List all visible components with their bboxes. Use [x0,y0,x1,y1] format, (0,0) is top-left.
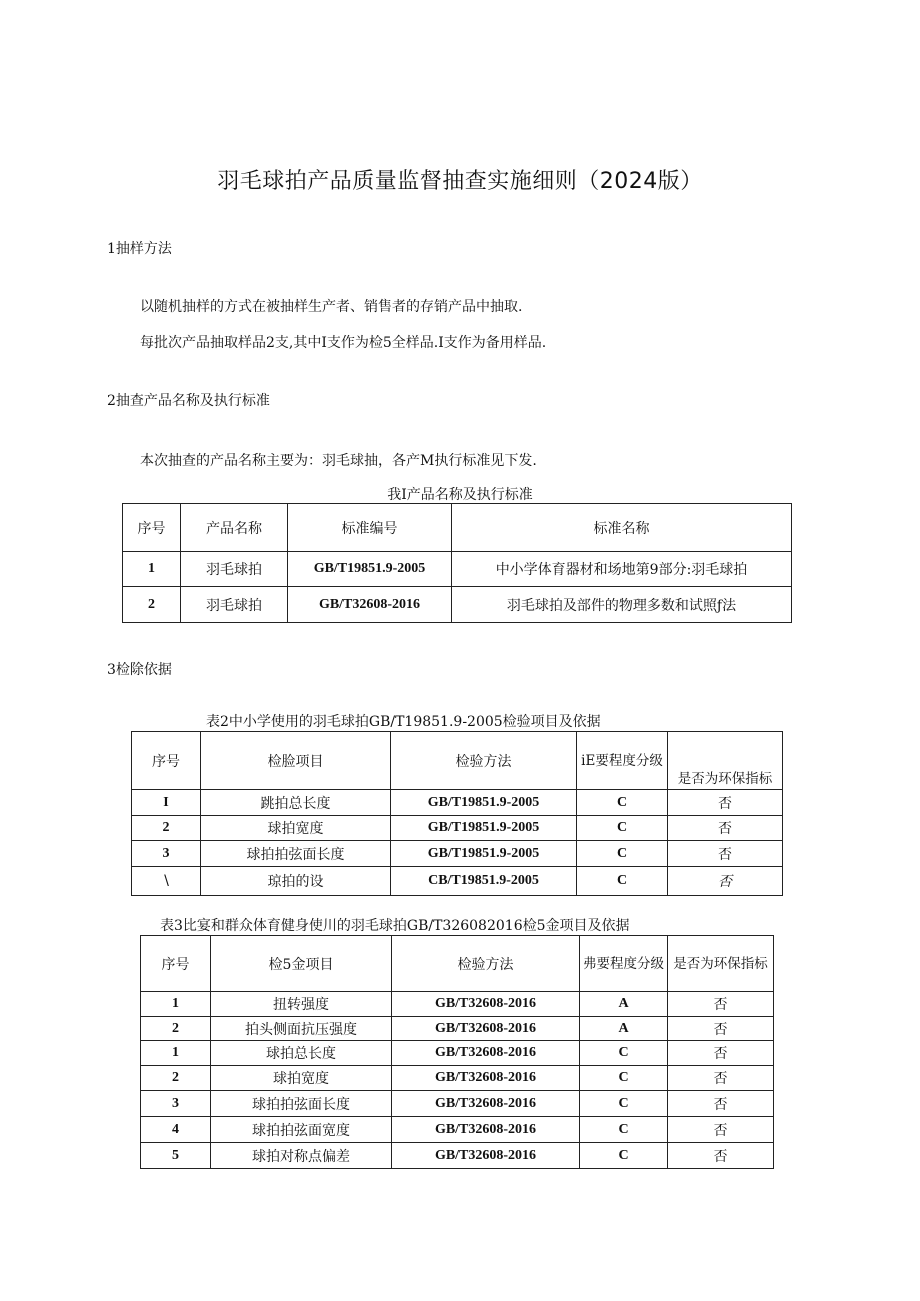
table-row [141,1091,774,1117]
table-cell: C [580,1143,668,1169]
table-cell: 2 [132,816,201,841]
table-cell: 球拍拍弦面长度 [201,841,391,867]
table-row [141,1117,774,1143]
table-row [141,1066,774,1091]
section-2-paragraph: 本次抽查的产品名称主要为：羽毛球抽，各产M执行标准见下发. [140,453,537,469]
table-cell: 拍头侧面抗压强度 [211,1017,392,1041]
table-cell: 否 [668,1143,774,1169]
table-cell: 否 [668,992,774,1017]
table-cell: 球拍宽度 [211,1066,392,1091]
table-3-header-cell: 检验方法 [392,936,580,992]
table-cell: 否 [668,1066,774,1091]
table-2-header-row [132,732,783,790]
table-1-header-cell: 标准编号 [288,504,452,552]
table-row [141,1143,774,1169]
table-cell: 2 [141,1066,211,1091]
table-2-header-cell: 检验方法 [391,732,577,790]
table-cell: GB/T19851.9-2005 [391,816,577,841]
table-row [132,841,783,867]
table-cell: 跳拍总长度 [201,790,391,816]
table-cell: GB/T32608-2016 [288,587,452,623]
table-cell: 否 [668,1091,774,1117]
table-cell: C [577,790,668,816]
table-cell: GB/T19851.9-2005 [391,841,577,867]
section-3-heading: 3检除依据 [107,662,172,678]
table-cell: 1 [123,552,181,587]
table-cell: 羽毛球拍及部件的物理多数和试照ƒ法 [452,587,792,623]
section-1-heading: 1抽样方法 [107,241,172,257]
table-cell: A [580,992,668,1017]
table-cell: 羽毛球拍 [181,552,288,587]
table-cell: 2 [141,1017,211,1041]
table-cell: GB/T32608-2016 [392,1143,580,1169]
table-1-header-cell: 产品名称 [181,504,288,552]
table-cell: CB/T19851.9-2005 [391,867,577,896]
table-2-header-cell: 检脸项目 [201,732,391,790]
table-1-header-cell: 标准名称 [452,504,792,552]
table-cell: C [580,1066,668,1091]
table-3-header-cell: 检5金项目 [211,936,392,992]
table-cell: C [580,1117,668,1143]
table-cell: 1 [141,992,211,1017]
table-row [141,1017,774,1041]
table-cell: GB/T19851.9-2005 [391,790,577,816]
section-1-paragraph-1: 以随机抽样的方式在被抽样生产者、销售者的存销产品中抽取. [140,299,523,315]
table-cell: C [580,1091,668,1117]
table-1-header-row [123,504,792,552]
table-2-header-cell: 序号 [132,732,201,790]
table-cell: 否 [668,790,783,816]
table-3-header-row [141,936,774,992]
section-1-paragraph-2: 每批次产品抽取样品2支,其中I支作为检5全样品.I支作为备用样品. [140,335,547,351]
table-3-header-cell: 弗要程度分级 [580,936,668,992]
table-cell: C [577,867,668,896]
table-cell: C [577,816,668,841]
table-cell: C [580,1041,668,1066]
table-cell: GB/T32608-2016 [392,1041,580,1066]
section-2-heading: 2抽查产品名称及执行标准 [107,393,270,409]
table-cell: I [132,790,201,816]
table-cell: 4 [141,1117,211,1143]
table-cell: 否 [668,841,783,867]
table-cell: 1 [141,1041,211,1066]
table-cell: 中小学体育器材和场地第9部分:羽毛球拍 [452,552,792,587]
table-row [141,1041,774,1066]
table-cell: 球拍拍弦面长度 [211,1091,392,1117]
table-cell: 羽毛球拍 [181,587,288,623]
table-cell: 否 [668,867,783,896]
table-cell: 3 [132,841,201,867]
table-3 [140,935,774,1169]
table-cell: 2 [123,587,181,623]
table-row [132,867,783,896]
table-cell: GB/T32608-2016 [392,1017,580,1041]
table-cell: C [577,841,668,867]
table-cell: 否 [668,1117,774,1143]
table-cell: 3 [141,1091,211,1117]
table-cell: A [580,1017,668,1041]
table-cell: 否 [668,816,783,841]
table-2-caption: 表2中小学使用的羽毛球拍GB/T19851.9-2005检验项目及依据 [206,714,601,730]
table-cell: GB/T19851.9-2005 [288,552,452,587]
document-title: 羽毛球拍产品质量监督抽查实施细则（2024版） [217,169,703,194]
table-cell: GB/T32608-2016 [392,1066,580,1091]
table-cell: 球拍总长度 [211,1041,392,1066]
table-cell: 否 [668,1041,774,1066]
table-cell: GB/T32608-2016 [392,1091,580,1117]
table-cell: 球拍拍弦面宽度 [211,1117,392,1143]
table-row [132,816,783,841]
table-row [132,790,783,816]
table-cell: GB/T32608-2016 [392,1117,580,1143]
table-2-header-cell: iE要程度分级 [577,732,668,790]
table-cell: 球拍宽度 [201,816,391,841]
table-1 [122,503,792,623]
table-2 [131,731,783,896]
table-cell: 球拍对称点偏差 [211,1143,392,1169]
table-3-caption: 表3比宴和群众体育健身使川的羽毛球拍GB/T326082016检5金项目及依据 [160,918,630,934]
table-row [141,992,774,1017]
table-cell: 琼拍的设 [201,867,391,896]
table-cell: GB/T32608-2016 [392,992,580,1017]
table-cell: 否 [668,1017,774,1041]
table-3-header-cell: 序号 [141,936,211,992]
table-cell: 5 [141,1143,211,1169]
table-cell: 扭转强度 [211,992,392,1017]
table-1-header-cell: 序号 [123,504,181,552]
table-cell: ∖ [132,867,201,896]
table-row [123,587,792,623]
table-2-header-cell: 是否为环保指标 [668,732,783,790]
table-1-caption: 我I产品名称及执行标准 [387,487,533,503]
table-3-header-cell: 是否为环保指标 [668,936,774,992]
table-row [123,552,792,587]
